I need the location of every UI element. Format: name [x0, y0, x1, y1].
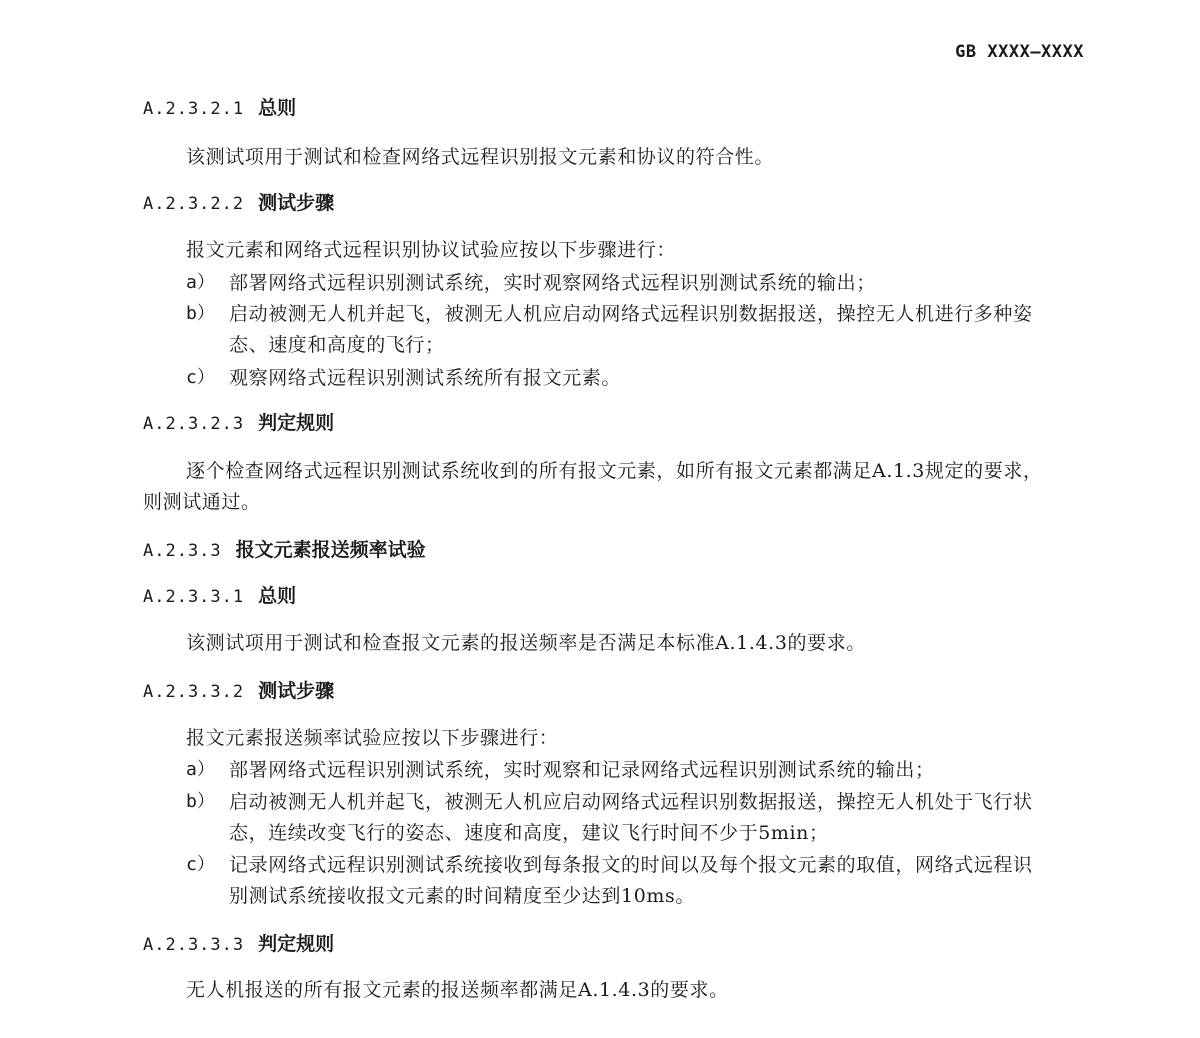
section-title: 测试步骤 [258, 680, 335, 702]
section-title: 总则 [258, 585, 297, 607]
paragraph-a2323: 逐个检查网络式远程识别测试系统收到的所有报文元素，如所有报文元素都满足A.1.3规定的要求， [186, 460, 1043, 482]
section-title: 测试步骤 [258, 192, 335, 214]
list-item-text: 启动被测无人机并起飞，被测无人机应启动网络式远程识别数据报送，操控无人机处于飞行状 [229, 791, 1033, 813]
section-title: 判定规则 [258, 412, 335, 434]
section-heading-a2322 [143, 188, 1200, 215]
section-heading-a2333 [143, 929, 1200, 956]
section-number: A.2.3.3.1 [143, 587, 245, 607]
list-item-label: c） [186, 854, 215, 875]
paragraph-a2332-intro: 报文元素报送频率试验应按以下步骤进行： [186, 727, 559, 749]
paragraph-a2321: 该测试项用于测试和检查网络式远程识别报文元素和协议的符合性。 [186, 146, 775, 168]
list-item-label: a） [186, 272, 215, 293]
section-title: 总则 [258, 97, 297, 119]
list-item-text-continued: 态，连续改变飞行的姿态、速度和高度，建议飞行时间不少于5min； [229, 822, 829, 844]
section-heading-a233 [143, 535, 1200, 562]
section-number: A.2.3.2.1 [143, 99, 245, 119]
paragraph-a2331: 该测试项用于测试和检查报文元素的报送频率是否满足本标准A.1.4.3的要求。 [186, 632, 866, 654]
section-heading-a2323 [143, 408, 1200, 435]
section-heading-a2321 [143, 93, 1200, 120]
standard-code-header: GB XXXX—XXXX [955, 42, 1084, 62]
list-item-text: 启动被测无人机并起飞，被测无人机应启动网络式远程识别数据报送，操控无人机进行多种姿 [229, 303, 1033, 325]
section-number: A.2.3.3 [143, 541, 222, 561]
list-item-text-continued: 态、速度和高度的飞行； [229, 334, 445, 356]
list-item-text-continued: 别测试系统接收报文元素的时间精度至少达到10ms。 [229, 885, 695, 907]
list-item-text: 记录网络式远程识别测试系统接收到每条报文的时间以及每个报文元素的取值，网络式远程识 [229, 854, 1033, 876]
list-item-text: 部署网络式远程识别测试系统，实时观察网络式远程识别测试系统的输出； [229, 272, 876, 294]
list-item-label: b） [186, 791, 215, 812]
list-item-label: c） [186, 367, 215, 388]
section-title: 报文元素报送频率试验 [235, 539, 426, 561]
section-number: A.2.3.3.3 [143, 935, 245, 955]
list-item-label: b） [186, 303, 215, 324]
paragraph-a2323-continued: 则测试通过。 [143, 491, 261, 513]
section-heading-a2331 [143, 581, 1200, 608]
section-number: A.2.3.3.2 [143, 682, 245, 702]
section-number: A.2.3.2.3 [143, 414, 245, 434]
list-item-text: 部署网络式远程识别测试系统，实时观察和记录网络式远程识别测试系统的输出； [229, 759, 935, 781]
section-title: 判定规则 [258, 933, 335, 955]
section-number: A.2.3.2.2 [143, 194, 245, 214]
paragraph-a2322-intro: 报文元素和网络式远程识别协议试验应按以下步骤进行： [186, 239, 677, 261]
list-item-text: 观察网络式远程识别测试系统所有报文元素。 [229, 367, 622, 389]
section-heading-a2332 [143, 676, 1200, 703]
list-item-label: a） [186, 759, 215, 780]
paragraph-a2333: 无人机报送的所有报文元素的报送频率都满足A.1.4.3的要求。 [186, 979, 729, 1001]
